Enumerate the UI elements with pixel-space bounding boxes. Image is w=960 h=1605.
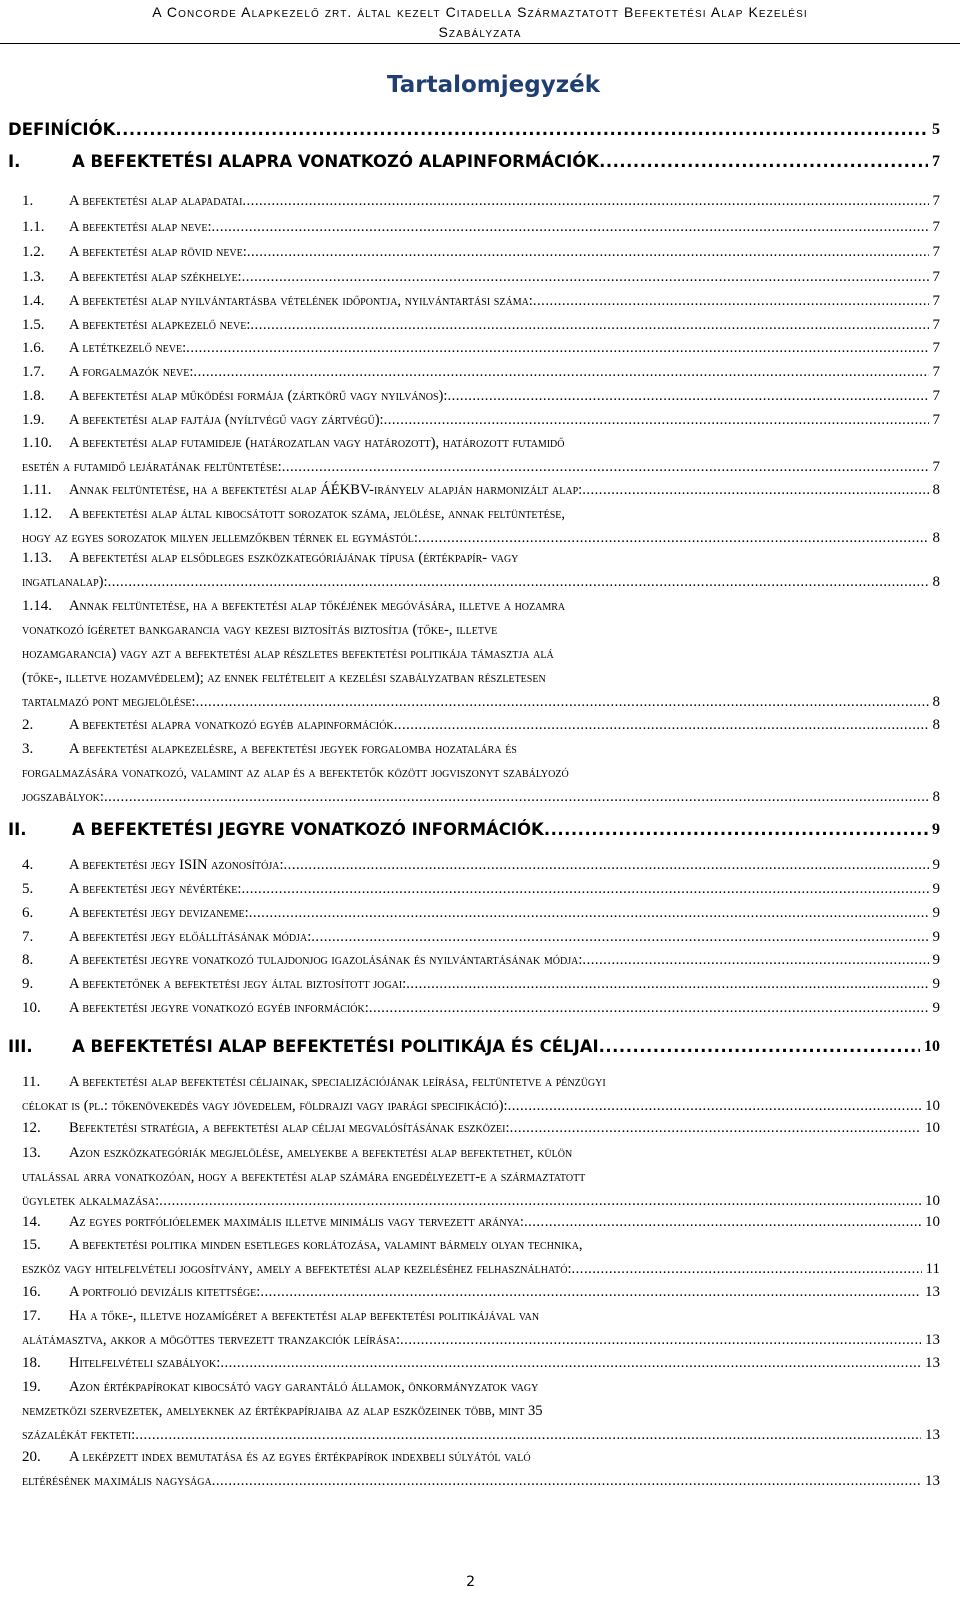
- toc-entry-text: A befektetési jegyre vonatkozó tulajdonjog igazolásának és nyilvántartásának módja:: [69, 952, 583, 968]
- toc-entry-text: A befektetési jegy előállításának módja:: [69, 929, 312, 945]
- toc-entry[interactable]: [22, 1261, 940, 1278]
- toc-entry-number: 10.: [22, 1000, 41, 1016]
- toc-entry-number: 13.: [22, 1145, 41, 1161]
- page-number: 2: [466, 1574, 475, 1590]
- toc-entry-page: 10: [925, 1214, 940, 1230]
- toc-entry[interactable]: [22, 1332, 940, 1349]
- toc-entry-page: 10: [925, 1193, 940, 1209]
- toc-entry-page: 10: [924, 1038, 940, 1055]
- toc-entry-continuation: jogszabályok:: [22, 789, 104, 805]
- toc-entry-page: 8: [932, 530, 940, 546]
- toc-entry-text: A BEFEKTETÉSI ALAPRA VONATKOZÓ ALAPINFORMÁCIÓK: [72, 152, 600, 171]
- toc-entry-number: 1.12.: [22, 506, 52, 522]
- toc-entry-text: A befektetési alap nyilvántartásba vételének időpontja, nyilvántartási száma:: [69, 293, 533, 309]
- toc-entry-continuation: ingatlanalap):: [22, 574, 108, 590]
- toc-entry[interactable]: [22, 929, 940, 946]
- toc-entry-number: 19.: [22, 1379, 41, 1395]
- toc-entry-continuation: (tőke-, illetve hozamvédelem); az ennek feltételeit a kezelési szabályzatban részletesen: [22, 670, 546, 686]
- toc-leader-dots: [572, 1261, 922, 1278]
- toc-entry-text: Hitelfelvételi szabályok:: [69, 1355, 221, 1371]
- toc-entry-text: A befektetési alap futamideje (határozatlan vagy határozott), határozott futamidő: [69, 435, 565, 451]
- toc-leader-dots: [282, 459, 929, 476]
- toc-entry-line: [22, 1074, 942, 1091]
- toc-entry-page: 8: [932, 482, 940, 498]
- toc-entry[interactable]: [22, 857, 940, 874]
- toc-entry-number: 20.: [22, 1449, 41, 1465]
- toc-entry-page: 9: [932, 881, 940, 897]
- toc-entry-page: 7: [932, 412, 940, 428]
- toc-entry-continuation: hozamgarancia) vagy azt a befektetési alap részletes befektetési politikája támasztja alá: [22, 646, 554, 662]
- toc-entry-text: A leképzett index bemutatása és az egyes értékpapírok indexbeli súlyától való: [69, 1449, 531, 1465]
- toc-entry-line: [22, 1308, 942, 1325]
- toc-entry-page: 7: [932, 340, 940, 356]
- toc-entry[interactable]: [8, 120, 940, 140]
- toc-entry-number: I.: [8, 152, 21, 171]
- toc-entry[interactable]: [22, 412, 940, 429]
- toc-entry-text: A befektetési jegy névértéke:: [69, 881, 242, 897]
- toc-entry[interactable]: [22, 293, 940, 310]
- toc-entry-number: 1.1.: [22, 219, 45, 235]
- toc-entry-page: 9: [932, 1000, 940, 1016]
- toc-entry-line: [22, 1237, 942, 1254]
- toc-entry[interactable]: [22, 364, 940, 381]
- toc-entry-page: 10: [925, 1120, 940, 1136]
- toc-entry-continuation: forgalmazására vonatkozó, valamint az alap és a befektetők között jogviszonyt szabályozó: [22, 765, 569, 781]
- toc-entry-number: II.: [8, 820, 27, 839]
- toc-entry-continuation: százalékát fekteti:: [22, 1427, 136, 1443]
- toc-entry-page: 11: [925, 1261, 940, 1277]
- toc-entry-continuation: vonatkozó ígéretet bankgarancia vagy kezesi biztosítás biztosítja (tőke-, illetve: [22, 622, 498, 638]
- toc-leader-dots: [533, 293, 929, 310]
- toc-entry[interactable]: [22, 1355, 940, 1372]
- toc-entry-number: 1.14.: [22, 598, 52, 614]
- toc-entry-continuation: alátámasztva, akkor a mögöttes tervezett tranzakciók leírása:: [22, 1332, 401, 1348]
- toc-entry-page: 13: [925, 1427, 940, 1443]
- toc-entry[interactable]: [22, 574, 940, 591]
- toc-entry-number: 2.: [22, 717, 34, 733]
- toc-entry[interactable]: [22, 1098, 940, 1115]
- toc-entry-page: 13: [925, 1473, 940, 1489]
- toc-entry[interactable]: [22, 905, 940, 922]
- toc-entry-page: 7: [932, 317, 940, 333]
- toc-entry-number: 1.: [22, 193, 34, 209]
- toc-entry[interactable]: [22, 482, 940, 499]
- toc-entry[interactable]: [22, 530, 940, 547]
- toc-entry-page: 7: [932, 269, 940, 285]
- toc-leader-dots: [249, 905, 929, 922]
- toc-entry[interactable]: [22, 244, 940, 261]
- toc-entry-text: A portfolió devizális kitettsége:: [69, 1284, 261, 1300]
- toc-entry-text: Azon értékpapírokat kibocsátó vagy garantáló államok, önkormányzatok vagy: [69, 1379, 539, 1395]
- toc-entry-page: 9: [932, 857, 940, 873]
- toc-leader-dots: [599, 152, 928, 172]
- toc-entry[interactable]: [22, 789, 940, 806]
- toc-entry-text: Befektetési stratégia, a befektetési alap céljai megvalósításának eszközei:: [69, 1120, 510, 1136]
- toc-leader-dots: [196, 694, 929, 711]
- toc-entry[interactable]: [22, 219, 940, 236]
- toc-entry-page: 9: [932, 821, 940, 838]
- toc-entry-number: 7.: [22, 929, 34, 945]
- header-line-1: A Concorde Alapkezelő zrt. által kezelt Citadella Származtatott Befektetési Alap Kezelési: [152, 4, 808, 20]
- toc-entry-text: A befektetési alap alapadatai: [69, 193, 243, 209]
- toc-entry-text: DEFINÍCIÓK: [8, 120, 116, 139]
- toc-leader-dots: [524, 1214, 921, 1231]
- toc-entry-page: 8: [932, 574, 940, 590]
- toc-entry[interactable]: [22, 1284, 940, 1301]
- toc-entry-number: III.: [8, 1037, 33, 1056]
- toc-entry-number: 1.3.: [22, 269, 45, 285]
- toc-entry-page: 8: [932, 789, 940, 805]
- toc-entry[interactable]: [22, 388, 940, 405]
- toc-entry-continuation: célokat is (pl.: tőkenövekedés vagy jövedelem, földrajzi vagy iparági specifikáció):: [22, 1098, 508, 1114]
- toc-leader-dots: [582, 952, 928, 969]
- toc-entry[interactable]: [22, 1120, 940, 1137]
- toc-entry-number: 1.13.: [22, 550, 52, 566]
- toc-leader-dots: [241, 881, 928, 898]
- toc-leader-dots: [510, 1120, 921, 1137]
- toc-entry-page: 10: [925, 1098, 940, 1114]
- toc-entry-page: 5: [932, 121, 940, 138]
- toc-entry-page: 9: [932, 929, 940, 945]
- toc-leader-dots: [406, 976, 928, 993]
- toc-entry-number: 1.2.: [22, 244, 45, 260]
- toc-entry-page: 7: [932, 459, 940, 475]
- toc-entry-text: A befektetőnek a befektetési jegy által biztosított jogai:: [69, 976, 407, 992]
- toc-entry-text: A befektetési alapkezelő neve:: [69, 317, 251, 333]
- toc-leader-dots: [260, 1284, 921, 1301]
- toc-entry-continuation: esetén a futamidő lejáratának feltüntetése:: [22, 459, 282, 475]
- header-line-2: Szabályzata: [438, 24, 522, 40]
- toc-entry-line: [22, 506, 942, 523]
- toc-entry[interactable]: [22, 1000, 940, 1017]
- toc-entry-number: 3.: [22, 741, 34, 757]
- toc-entry[interactable]: [22, 952, 940, 969]
- toc-entry-number: 4.: [22, 857, 34, 873]
- toc-entry-number: 1.5.: [22, 317, 45, 333]
- toc-entry-number: 1.9.: [22, 412, 45, 428]
- toc-entry-text: A befektetési alapkezelésre, a befektetési jegyek forgalomba hozatalára és: [69, 741, 517, 757]
- toc-entry-text: A befektetési alap rövid neve:: [69, 244, 247, 260]
- toc-entry-number: 1.8.: [22, 388, 45, 404]
- toc-entry-line: [22, 1145, 942, 1162]
- toc-entry-number: 6.: [22, 905, 34, 921]
- toc-entry-text: A forgalmazók neve:: [69, 364, 194, 380]
- toc-leader-dots: [242, 193, 928, 210]
- toc-entry[interactable]: [8, 820, 940, 840]
- toc-entry-text: A befektetési alapra vonatkozó egyéb alapinformációk: [69, 717, 394, 733]
- toc-entry-text: Annak feltüntetése, ha a befektetési alap tőkéjének megóvására, illetve a hozamra: [69, 598, 566, 614]
- toc-entry-page: 9: [932, 952, 940, 968]
- toc-leader-dots: [135, 1427, 921, 1444]
- toc-entry-line: [22, 550, 942, 567]
- toc-leader-dots: [250, 317, 928, 334]
- toc-leader-dots: [220, 1355, 921, 1372]
- toc-leader-dots: [508, 1098, 921, 1115]
- toc-leader-dots: [284, 857, 929, 874]
- toc-entry-number: 17.: [22, 1308, 41, 1324]
- toc-entry-text: A befektetési alap által kibocsátott sorozatok száma, jelölése, annak feltüntetése,: [69, 506, 566, 522]
- toc-entry-continuation: eszköz vagy hitelfelvételi jogosítvány, amely a befektetési alap kezeléséhez felhasználható:: [22, 1261, 572, 1277]
- toc-entry-text: A BEFEKTETÉSI ALAP BEFEKTETÉSI POLITIKÁJA ÉS CÉLJAI: [72, 1037, 599, 1056]
- toc-entry-number: 15.: [22, 1237, 41, 1253]
- toc-entry[interactable]: [22, 1473, 940, 1490]
- toc-entry-continuation: eltérésének maximális nagysága: [22, 1473, 212, 1489]
- toc-entry-page: 7: [932, 388, 940, 404]
- toc-entry-text: Annak feltüntetése, ha a befektetési alap ÁÉKBV-irányelv alapján harmonizált alap:: [69, 482, 583, 498]
- toc-entry-page: 8: [932, 717, 940, 733]
- toc-entry-text: A befektetési politika minden esetleges korlátozása, valamint bármely olyan technika,: [69, 1237, 583, 1253]
- toc-leader-dots: [242, 269, 929, 286]
- toc-entry-text: A befektetési alap befektetési céljainak, specializációjának leírása, feltüntetve a pénzügyi: [69, 1074, 606, 1090]
- toc-entry-number: 8.: [22, 952, 34, 968]
- toc-entry-line: [22, 1379, 942, 1396]
- toc-entry-continuation: nemzetközi szervezetek, amelyeknek az értékpapírjaiba az alap eszközeinek több, mint 35: [22, 1403, 543, 1419]
- toc-entry-page: 13: [925, 1284, 940, 1300]
- toc-entry-line: [22, 435, 942, 452]
- toc-leader-dots: [599, 1037, 920, 1057]
- toc-leader-dots: [369, 1000, 929, 1017]
- toc-leader-dots: [447, 388, 928, 405]
- toc-entry-continuation: utalással arra vonatkozóan, hogy a befektetési alap számára engedélyezett-e a származtatott: [22, 1169, 586, 1185]
- toc-entry-text: A befektetési alap működési formája (zártkörű vagy nyilvános):: [69, 388, 448, 404]
- toc-entry-number: 16.: [22, 1284, 41, 1300]
- toc-entry[interactable]: [22, 1193, 940, 1210]
- toc-entry-page: 9: [932, 976, 940, 992]
- toc-entry-page: 13: [925, 1332, 940, 1348]
- toc-leader-dots: [544, 820, 928, 840]
- toc-title: Tartalomjegyzék: [387, 72, 600, 98]
- toc-entry-page: 13: [925, 1355, 940, 1371]
- toc-entry-text: A befektetési alap székhelye:: [69, 269, 242, 285]
- toc-entry-text: A befektetési jegy devizaneme:: [69, 905, 249, 921]
- toc-entry-number: 11.: [22, 1074, 41, 1090]
- toc-entry-text: A BEFEKTETÉSI JEGYRE VONATKOZÓ INFORMÁCIÓK: [72, 820, 544, 839]
- toc-entry-number: 12.: [22, 1120, 41, 1136]
- toc-entry[interactable]: [8, 152, 940, 172]
- toc-leader-dots: [186, 340, 928, 357]
- toc-leader-dots: [212, 219, 929, 236]
- toc-entry-page: 7: [932, 293, 940, 309]
- toc-entry[interactable]: [22, 340, 940, 357]
- toc-entry[interactable]: [22, 694, 940, 711]
- toc-leader-dots: [582, 482, 928, 499]
- toc-leader-dots: [212, 1473, 921, 1490]
- toc-entry[interactable]: [22, 193, 940, 210]
- toc-entry-number: 1.4.: [22, 293, 45, 309]
- toc-entry-number: 1.7.: [22, 364, 45, 380]
- toc-leader-dots: [247, 244, 929, 261]
- toc-entry[interactable]: [8, 1037, 940, 1057]
- toc-entry-number: 1.11.: [22, 482, 52, 498]
- toc-entry-page: 7: [932, 153, 940, 170]
- toc-leader-dots: [104, 789, 929, 806]
- toc-leader-dots: [394, 717, 929, 734]
- toc-entry[interactable]: [22, 459, 940, 476]
- toc-entry-text: Azon eszközkategóriák megjelölése, amelyekbe a befektetési alap befektethet, külön: [69, 1145, 573, 1161]
- toc-leader-dots: [400, 1332, 921, 1349]
- toc-entry-text: Ha a tőke-, illetve hozamígéret a befektetési alap befektetési politikájával van: [69, 1308, 540, 1324]
- toc-entry[interactable]: [22, 317, 940, 334]
- toc-entry-continuation: tartalmazó pont megjelölése:: [22, 694, 196, 710]
- toc-leader-dots: [418, 530, 929, 547]
- toc-entry-number: 14.: [22, 1214, 41, 1230]
- toc-entry-line: [22, 598, 942, 615]
- toc-entry-number: 1.6.: [22, 340, 45, 356]
- toc-entry-text: A befektetési alap elsődleges eszközkategóriájának típusa (értékpapír- vagy: [69, 550, 519, 566]
- toc-entry[interactable]: [22, 1214, 940, 1231]
- toc-leader-dots: [108, 574, 929, 591]
- toc-entry[interactable]: [22, 1427, 940, 1444]
- toc-entry-page: 7: [932, 219, 940, 235]
- toc-entry-page: 9: [932, 905, 940, 921]
- toc-entry-number: 5.: [22, 881, 34, 897]
- toc-leader-dots: [115, 120, 928, 140]
- toc-entry-number: 18.: [22, 1355, 41, 1371]
- toc-entry-text: A befektetési jegyre vonatkozó egyéb információk:: [69, 1000, 369, 1016]
- toc-leader-dots: [311, 929, 928, 946]
- toc-entry-page: 7: [932, 193, 940, 209]
- toc-entry-continuation: hogy az egyes sorozatok milyen jellemzőkben térnek el egymástól:: [22, 530, 418, 546]
- toc-entry[interactable]: [22, 881, 940, 898]
- toc-entry-text: A befektetési jegy ISIN azonosítója:: [69, 857, 284, 873]
- toc-entry-number: 9.: [22, 976, 34, 992]
- toc-entry-page: 8: [932, 694, 940, 710]
- toc-entry-text: A befektetési alap neve:: [69, 219, 212, 235]
- toc-entry-text: A befektetési alap fajtája (nyíltvégű vagy zártvégű):: [69, 412, 384, 428]
- toc-entry-text: A letétkezelő neve:: [69, 340, 187, 356]
- toc-entry[interactable]: [22, 717, 940, 734]
- toc-entry-page: 7: [932, 364, 940, 380]
- toc-entry-number: 1.10.: [22, 435, 52, 451]
- toc-entry[interactable]: [22, 976, 940, 993]
- toc-leader-dots: [193, 364, 928, 381]
- toc-entry-continuation: ügyletek alkalmazása:: [22, 1193, 160, 1209]
- toc-entry-line: [22, 1449, 942, 1466]
- toc-entry-line: [22, 741, 942, 758]
- toc-entry-text: Az egyes portfólióelemek maximális illetve minimális vagy tervezett aránya:: [69, 1214, 524, 1230]
- toc-entry-page: 7: [932, 244, 940, 260]
- toc-leader-dots: [384, 412, 929, 429]
- toc-entry[interactable]: [22, 269, 940, 286]
- toc-leader-dots: [159, 1193, 921, 1210]
